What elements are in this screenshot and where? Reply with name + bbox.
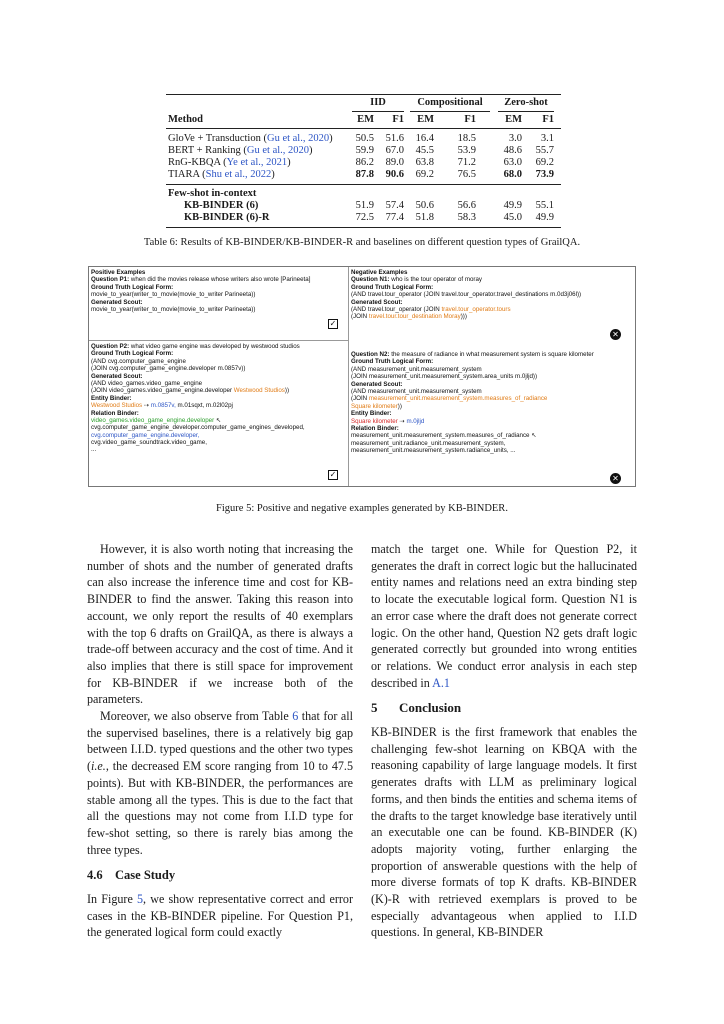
figure-examples [88,266,636,487]
arrow-icon: ⇢ [143,402,150,410]
group-header-zero-shot: Zero-shot [504,97,548,108]
table-top-rule [166,94,561,95]
sub-header: F1 [464,114,476,125]
sub-header: EM [505,114,522,125]
paragraph: Moreover, we also observe from Table 6 that for all the supervised baselines, there is a relatively big gap between I.I.D. typed questions and the other two types (i.e., the decreased EM score ranging from 10 to 47.5 points). But with KB-BINDER, the performances are stable among all the types. This is due to the fact that all the questions may not come from I.I.D type for few-shot setting, so there is rarely bias among the three types. [87,709,353,857]
sub-header: EM [417,114,434,125]
positive-example-p1: Positive Examples Question P1: when did the movies release whose writers also wrote [Parineeta] Ground Truth Logical Form: movie_to_year(writer_to_movie(movie_to_writer Parineeta)) Generated Scout: movie_to_year(writer_to_movie(movie_to_writer Parineeta)) [91,269,311,313]
table-row: GloVe + Transduction (Gu et al., 2020) 50.5 51.6 16.4 18.5 3.0 3.1 [168,133,554,144]
table-row: KB-BINDER (6)-R 72.5 77.4 51.8 58.3 45.0 49.9 [184,212,554,223]
group-header-compositional: Compositional [417,97,483,108]
citation-link[interactable]: Gu et al., 2020 [246,145,310,156]
cursor-icon: ↖ [215,416,222,424]
negative-example-n2: Question N2: the measure of radiance in what measurement system is square kilometer Ground Truth Logical Form: (AND measurement_unit.measurement_system (JOIN measurement_unit.measurement_system.area_units m.0jljd)) Generated Scout: (AND measurement_unit.measurement_system (JOIN measurement_unit.measurement_system.measures_of_radiance Square kilometer)) Entity Binder: Square kilometer ⇢ m.0jljd Relation Binder: measurement_unit.measurement_system.measures_of_radiance ↖ measurement_unit.radiance_unit.measurement_system, measurement_unit.measurement_system.radiance_units, ... [351,351,594,455]
table-mid-rule [166,128,561,129]
checkbox-correct-icon: ✓ [329,470,337,479]
citation-link[interactable]: Gu et al., 2020 [266,133,330,144]
section-heading: 5 Conclusion [371,700,462,716]
right-column [371,541,637,941]
paragraph: However, it is also worth noting that increasing the number of shots and the number of generated drafts can also increase the inference time and cost for KB-BINDER to find the answer. Taking this reason into account, we only report the results of 40 exemplars with the top 6 drafts on GrailQA, as there is always a trade-off between accuracy and the cost of time. And it also implies that there is still space for improvement for KB-BINDER if we increase both of the parameters. [87,542,353,707]
table-row: TIARA (Shu et al., 2022) 87.8 90.6 69.2 76.5 68.0 73.9 [168,169,554,180]
checkbox-correct-icon: ✓ [329,319,337,328]
table-ref-link[interactable]: 6 [292,709,299,724]
table-row: KB-BINDER (6) 51.9 57.4 50.6 56.6 49.9 55.1 [184,200,554,211]
paragraph: KB-BINDER is the first framework that enables the challenging few-shot learning on KBQA with the reasoning capability of large language models. It first generates drafts with LLM as preliminary logical forms, and then binds the entities and schema items of the drafts to the target knowledge base iteratively until an executable one can be found. KB-BINDER (K) adopts majority voting, further enlarging the proportion of answerable questions with the help of more diverse formats of top K drafts. KB-BINDER (K)-R with retrieved exemplars is proved to be especially advantageous when applied to I.I.D questions. In general, KB-BINDER [371,725,637,940]
results-table [166,88,561,228]
citation-link[interactable]: Ye et al., 2021 [226,157,288,168]
table-row: RnG-KBQA (Ye et al., 2021) 86.2 89.0 63.8 71.2 63.0 69.2 [168,157,554,168]
arrow-icon: ⇢ [399,417,405,425]
figure-ref-link[interactable]: 5 [136,892,144,907]
method-header: Method [168,114,203,125]
paragraph: match the target one. While for Question P2, it generates the draft in correct logic but the hallucinated entity names and relations need an extra binding step to locate the executable logical form. Question N1 is an error case where the draft does not generate correct logic. On the other hand, Question N2 gets draft logic generated correctly but grounded into wrong entities or relations. We conduct error analysis in each step described in A.1 [371,542,637,690]
error-x-icon: ✕ [610,329,621,340]
error-x-icon: ✕ [610,473,621,484]
section-heading: 4.6 Case Study [87,868,176,883]
appendix-ref-link[interactable]: A.1 [432,675,450,690]
citation-link[interactable]: Shu et al., 2022 [205,169,272,180]
negative-example-n1: Negative Examples Question N1: who is the tour operator of moray Ground Truth Logical Form: (AND travel.tour_operator (JOIN travel.tour_operator.travel_destinations m.0d3j06l)) Generated Scout: (AND travel.tour_operator (JOIN travel.tour_operator.tours (JOIN travel.tour.tour_destination Moray))) [351,269,582,321]
cursor-icon: ↖ [531,432,537,440]
table-bottom-rule [166,227,561,228]
figure-caption: Figure 5: Positive and negative examples generated by KB-BINDER. [216,503,508,514]
left-column [87,541,353,941]
sub-header: F1 [542,114,554,125]
paragraph: In Figure 5, we show representative correct and error cases in the KB-BINDER pipeline. For Question P1, the generated logical form could exactly [87,892,353,940]
table-caption: Table 6: Results of KB-BINDER/KB-BINDER-R and baselines on different question types of GrailQA. [143,237,581,248]
positive-example-p2: Question P2: what video game engine was developed by westwood studios Ground Truth Logical Form: (AND cvg.computer_game_engine (JOIN cvg.computer_game_engine.developer m.0857v)) Generated Scout: (AND video_games.video_game_engine (JOIN video_games.video_game_engine.developer Westwood Studios)) Entity Binder: Westwood Studios ⇢ m.0857v, m.01sqxt, m.02l02pj Relation Binder: video_games.video_game_engine.developer ↖ cvg.computer_game_engine_developer.computer_game_engines_developed, cvg.computer_game_engine.developer, cvg.video_game_soundtrack.video_game, ... [91,343,305,454]
table-row: BERT + Ranking (Gu et al., 2020) 59.9 67.0 45.5 53.9 48.6 55.7 [168,145,554,156]
fewshot-label-row: Few-shot in-context [168,188,257,199]
group-header-iid: IID [370,97,386,108]
sub-header: EM [357,114,374,125]
sub-header: F1 [392,114,404,125]
